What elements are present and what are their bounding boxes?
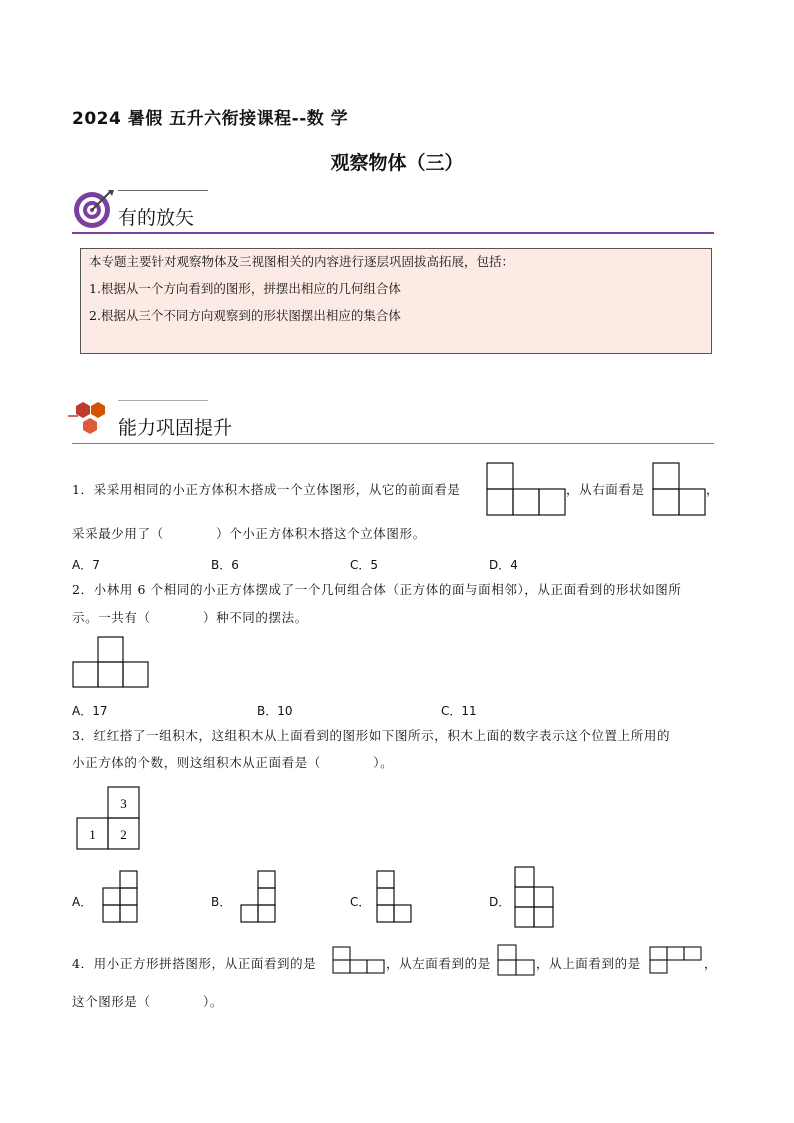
q3-option-b-figure: [240, 870, 278, 926]
goal-section-header: [72, 188, 714, 234]
goal-intro: 本专题主要针对观察物体及三视图相关的内容进行逐层巩固拔高拓展，包括：: [89, 254, 515, 269]
target-icon: [72, 188, 116, 232]
q4-stem-a: 4．用小正方形拼搭图形，从正面看到的是: [72, 956, 317, 971]
q3-option-c-figure: [376, 870, 414, 926]
q4-stem-e: 这个图形是（ ）。: [72, 994, 223, 1009]
q3-grid-number: 3: [120, 796, 127, 811]
q2-option-c: C．11: [441, 704, 477, 718]
goal-box: [80, 248, 712, 354]
q4-left-view-figure: [497, 944, 537, 978]
q3-option-b-label: B．: [211, 895, 232, 909]
q3-stem-a: 3．红红搭了一组积木，这组积木从上面看到的图形如下图所示，积木上面的数字表示这个位置上所用的: [72, 728, 671, 743]
practice-section-title: 能力巩固提升: [118, 417, 233, 439]
q3-option-c-label: C．: [350, 895, 371, 909]
q1-stem-d: 采采最少用了（ ）个小正方体积木搭这个立体图形。: [72, 526, 426, 541]
course-title: 2024 暑假 五升六衔接课程--数 学: [72, 109, 349, 129]
q2-stem-a: 2．小林用 6 个相同的小正方体摆成了一个几何组合体（正方体的面与面相邻），从正面看到的形状如图所: [72, 582, 682, 597]
q3-grid-number: 1: [89, 827, 96, 842]
q1-right-view-figure: [652, 462, 708, 518]
q4-stem-b: ，从左面看到的是: [386, 956, 491, 971]
q1-stem-b: ，从右面看是: [566, 482, 645, 497]
q1-option-d: D．4: [489, 558, 518, 572]
q4-stem-c: ，从上面看到的是: [536, 956, 641, 971]
q2-option-a: A．17: [72, 704, 108, 718]
q3-option-a-figure: [102, 870, 140, 926]
q3-option-a-label: A．: [72, 895, 93, 909]
q3-option-d-label: D．: [489, 895, 511, 909]
q1-stem-a: 1．采采用相同的小正方体积木搭成一个立体图形，从它的前面看是: [72, 482, 461, 497]
q1-stem-c: ，: [706, 482, 720, 497]
q1-option-c: C．5: [350, 558, 379, 572]
q1-option-b: B．6: [211, 558, 239, 572]
q4-stem-d: ，: [704, 956, 718, 971]
q3-stem-b: 小正方体的个数，则这组积木从正面看是（ ）。: [72, 755, 394, 770]
hexagon-cluster-icon: [68, 398, 112, 442]
goal-section-title: 有的放矢: [118, 207, 195, 229]
goal-item-1: 1.根据从一个方向看到的图形，拼摆出相应的几何组合体: [89, 281, 401, 296]
q1-option-a: A．7: [72, 558, 100, 572]
q4-top-view-figure: [649, 946, 703, 976]
q2-option-b: B．10: [257, 704, 293, 718]
practice-section-header: [72, 398, 714, 444]
q4-front-view-figure: [332, 946, 386, 976]
q1-front-view-figure: [486, 462, 566, 518]
topic-title: 观察物体（三）: [330, 152, 464, 174]
q2-stem-b: 示。一共有（ ）种不同的摆法。: [72, 610, 308, 625]
q3-top-view-grid: [76, 786, 142, 852]
q2-front-view-figure: [72, 636, 152, 690]
q3-grid-number: 2: [120, 827, 127, 842]
goal-item-2: 2.根据从三个不同方向观察到的形状图摆出相应的集合体: [89, 308, 401, 323]
q3-option-d-figure: [514, 866, 554, 930]
